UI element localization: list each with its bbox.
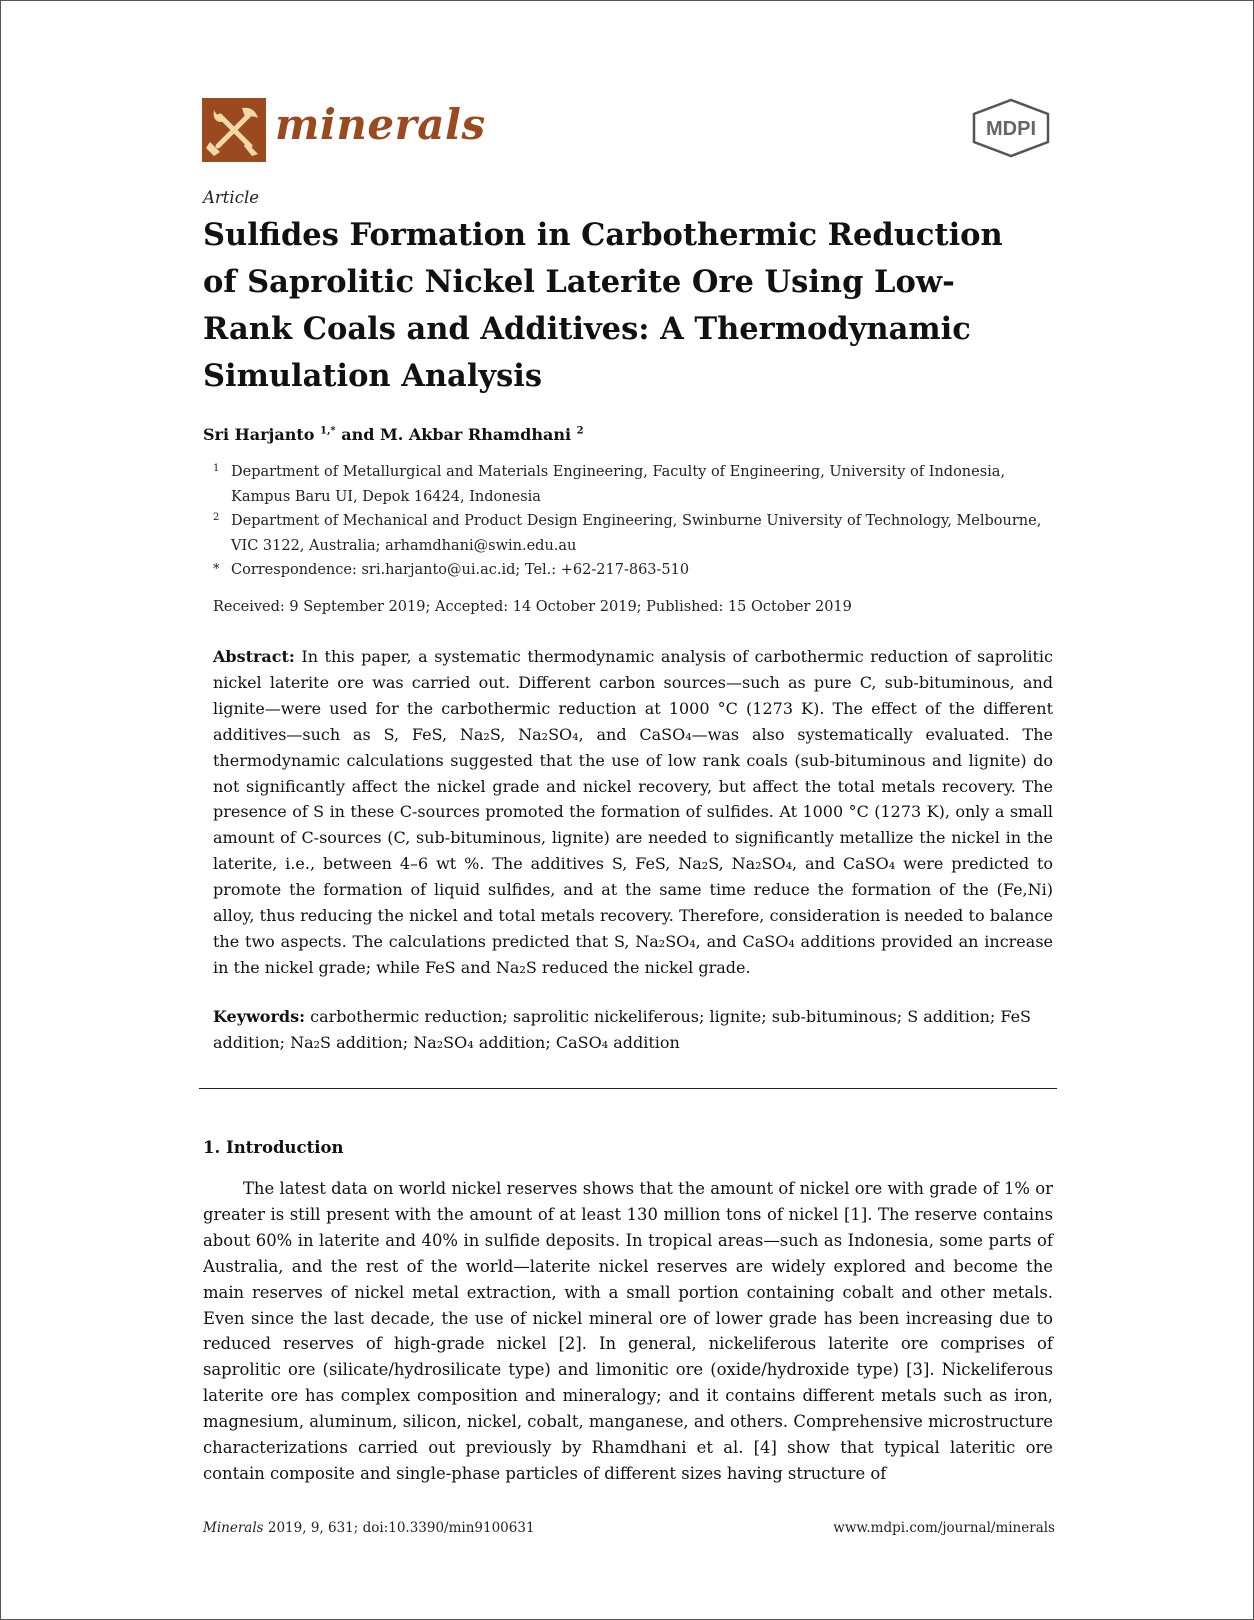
abstract-text: In this paper, a systematic thermodynamic analysis of carbothermic reduction of saprolitic nickel laterite ore was carried out. Different carbon sources—such as pure C, sub-bituminous, and lignite—were used for the carbothermic reduction at 1000 °C (1273 K). The effect of the different additives—such as S, FeS, Na₂S, Na₂SO₄, and CaSO₄—was also systematically evaluated. The thermodynamic calculations suggested that the use of low rank coals (sub-bituminous and lignite) do not significantly affect the nickel grade and nickel recovery, but affect the total metals recovery. The presence of S in these C-sources promoted the formation of sulfides. At 1000 °C (1273 K), only a small amount of C-sources (C, sub-bituminous, lignite) are needed to significantly metallize the nickel in the laterite, i.e., between 4–6 wt %. The additives S, FeS, Na₂S, Na₂SO₄, and CaSO₄ were predicted to promote the formation of liquid sulfides, and at the same time reduce the formation of the (Fe,Ni) alloy, thus reducing the nickel and total metals recovery. Therefore, consideration is needed to balance the two aspects. The calculations predicted that S, Na₂SO₄, and CaSO₄ additions provided an increase in the nickel grade; while FeS and Na₂S reduced the nickel grade. — [213, 647, 1054, 977]
svg-text:MDPI: MDPI — [986, 118, 1036, 140]
keywords — [213, 1004, 1053, 1055]
author-affiliation-marker: 2 — [576, 425, 584, 437]
journal-name: minerals — [275, 100, 486, 149]
affiliation-text: Department of Metallurgical and Materials Engineering, Faculty of Engineering, University of Indonesia, Kampus Baru UI, Depok 16424, Indonesia — [231, 464, 1006, 505]
author-conjunction: and — [341, 425, 375, 444]
footer-url[interactable]: www.mdpi.com/journal/minerals — [833, 1520, 1055, 1536]
author-name: Sri Harjanto — [203, 425, 315, 444]
abstract — [213, 644, 1053, 981]
author-list — [203, 425, 584, 444]
section-heading: 1. Introduction — [203, 1138, 344, 1157]
article-type: Article — [203, 188, 259, 207]
correspondence-item — [213, 558, 1043, 583]
keywords-text: carbothermic reduction; saprolitic nickeliferous; lignite; sub-bituminous; S addition; FeS addition; Na₂S addition; Na₂SO₄ addition; CaSO₄ addition — [213, 1007, 1032, 1052]
footer-doi: 2019, 9, 631; doi:10.3390/min9100631 — [267, 1520, 535, 1536]
footer-citation — [203, 1520, 535, 1536]
author-name: M. Akbar Rhamdhani — [380, 425, 572, 444]
publication-dates: Received: 9 September 2019; Accepted: 14 October 2019; Published: 15 October 2019 — [213, 599, 852, 615]
affiliation-number: 1 — [213, 463, 220, 474]
affiliation-text: Department of Mechanical and Product Design Engineering, Swinburne University of Technology, Melbourne, VIC 3122, Australia; arhamdhani@swin.edu.au — [231, 513, 1042, 554]
correspondence-text: Correspondence: sri.harjanto@ui.ac.id; Tel.: +62-217-863-510 — [231, 562, 690, 578]
mdpi-hexagon-icon — [966, 98, 1056, 158]
keywords-label: Keywords: — [213, 1007, 306, 1026]
affiliation-item — [213, 460, 1043, 509]
section-divider — [199, 1088, 1057, 1089]
paper-title: Sulfides Formation in Carbothermic Reduction of Saprolitic Nickel Laterite Ore Using Low-Rank Coals and Additives: A Thermodynamic Simulation Analysis — [203, 217, 1003, 394]
abstract-label: Abstract: — [213, 647, 295, 666]
correspondence-marker: * — [213, 562, 220, 577]
crossed-tools-icon — [202, 98, 266, 162]
affiliation-item — [213, 509, 1043, 558]
publisher-logo — [966, 98, 1056, 158]
affiliation-number: 2 — [213, 512, 220, 523]
footer-journal: Minerals — [203, 1520, 264, 1536]
author-affiliation-marker: 1,* — [319, 425, 336, 437]
intro-paragraph: The latest data on world nickel reserves shows that the amount of nickel ore with grade of 1% or greater is still present with the amount of at least 130 million tons of nickel [1]. The reserve contains about 60% in laterite and 40% in sulfide deposits. In tropical areas—such as Indonesia, some parts of Australia, and the rest of the world—laterite nickel reserves are widely explored and become the main reserves of nickel metal extraction, with a small portion containing cobalt and other metals. Even since the last decade, the use of nickel mineral ore of lower grade has been increasing due to reduced reserves of high-grade nickel [2]. In general, nickeliferous laterite ore comprises of saprolitic ore (silicate/hydrosilicate type) and limonitic ore (oxide/hydroxide type) [3]. Nickeliferous laterite ore has complex composition and mineralogy; and it contains different metals such as iron, magnesium, aluminum, silicon, nickel, cobalt, manganese, and others. Comprehensive microstructure characterizations carried out previously by Rhamdhani et al. [4] show that typical lateritic ore contain composite and single-phase particles of different sizes having structure of — [203, 1179, 1053, 1483]
journal-logo-icon — [202, 98, 266, 162]
